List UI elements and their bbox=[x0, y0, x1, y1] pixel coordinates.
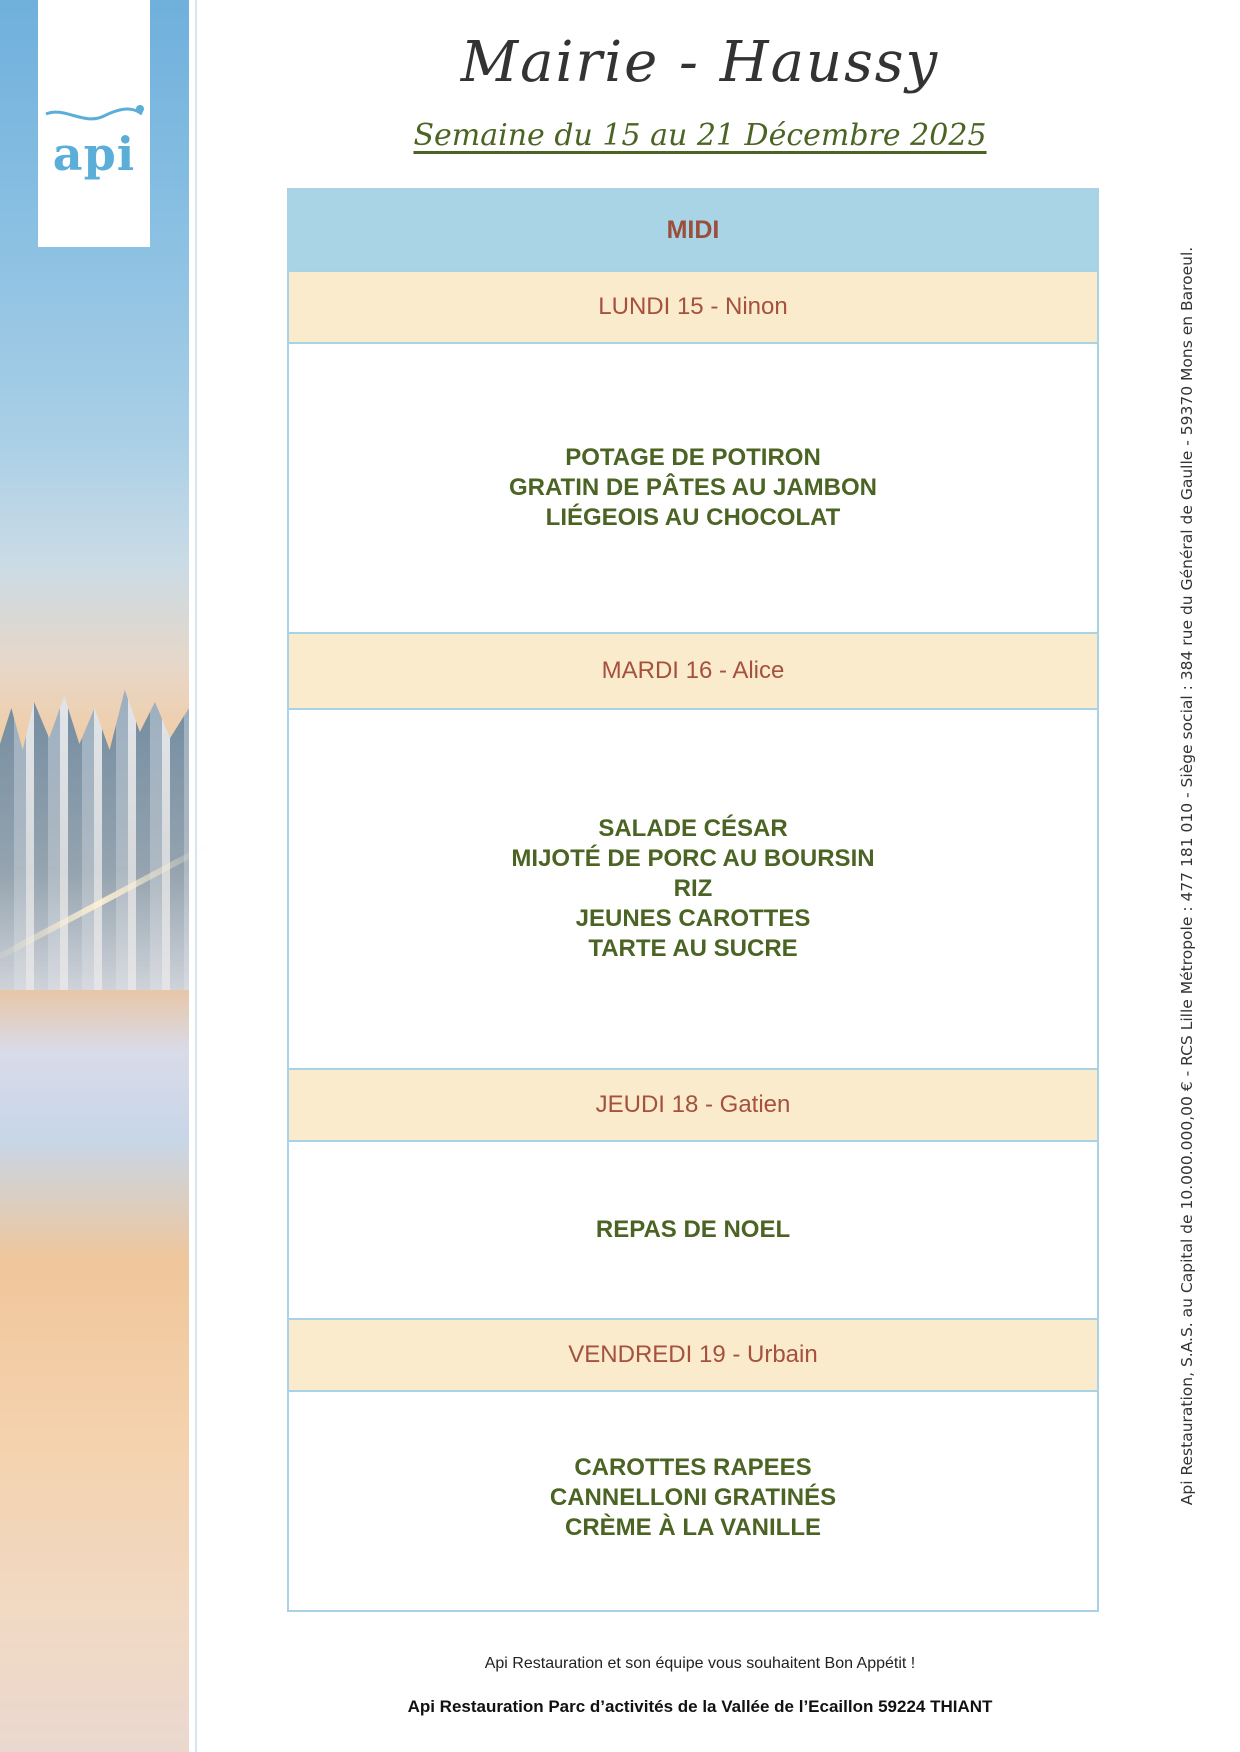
winter-landscape-image bbox=[0, 0, 189, 1752]
dish-item: CRÈME À LA VANILLE bbox=[565, 1514, 821, 1541]
strip-divider bbox=[189, 0, 197, 1752]
dishes-list bbox=[289, 1392, 1097, 1604]
dish-item: RIZ bbox=[673, 875, 713, 902]
page-subtitle: Semaine du 15 au 21 Décembre 2025 bbox=[413, 118, 987, 153]
dish-item: JEUNES CAROTTES bbox=[575, 905, 811, 932]
api-logo bbox=[38, 0, 150, 247]
dish-item: SALADE CÉSAR bbox=[598, 815, 788, 842]
menu-table bbox=[287, 188, 1099, 1612]
day-header: LUNDI 15 - Ninon bbox=[289, 270, 1097, 344]
footer-wish: Api Restauration et son équipe vous souhaitent Bon Appétit ! bbox=[484, 1655, 916, 1672]
meal-header: MIDI bbox=[289, 190, 1097, 270]
snowy-trees-image bbox=[0, 690, 189, 990]
day-header: VENDREDI 19 - Urbain bbox=[289, 1318, 1097, 1392]
dish-item: CAROTTES RAPEES bbox=[574, 1454, 812, 1481]
day-header: JEUDI 18 - Gatien bbox=[289, 1068, 1097, 1142]
dishes-list bbox=[289, 344, 1097, 632]
dish-item: POTAGE DE POTIRON bbox=[565, 444, 821, 471]
dishes-list bbox=[289, 710, 1097, 1068]
footer-address: Api Restauration Parc d’activités de la Vallée de l’Ecaillon 59224 THIANT bbox=[407, 1697, 993, 1716]
dish-item: REPAS DE NOEL bbox=[595, 1216, 791, 1243]
logo-text: api bbox=[52, 126, 136, 181]
logo-wave-icon bbox=[44, 104, 144, 128]
dish-item: LIÉGEOIS AU CHOCOLAT bbox=[545, 504, 841, 531]
legal-notice: Api Restauration, S.A.S. au Capital de 10.000.000,00 € - RCS Lille Métropole : 477 181 010 - Siège social : 384 rue du Général de Gaulle - 59370 Mons en Baroeul. bbox=[1178, 246, 1196, 1506]
dish-item: GRATIN DE PÂTES AU JAMBON bbox=[508, 474, 877, 501]
dish-item: CANNELLONI GRATINÉS bbox=[549, 1484, 837, 1511]
dish-item: TARTE AU SUCRE bbox=[588, 935, 798, 962]
dishes-list bbox=[289, 1142, 1097, 1318]
day-header: MARDI 16 - Alice bbox=[289, 632, 1097, 710]
dish-item: MIJOTÉ DE PORC AU BOURSIN bbox=[511, 845, 875, 872]
page-title: Mairie - Haussy bbox=[460, 30, 940, 95]
